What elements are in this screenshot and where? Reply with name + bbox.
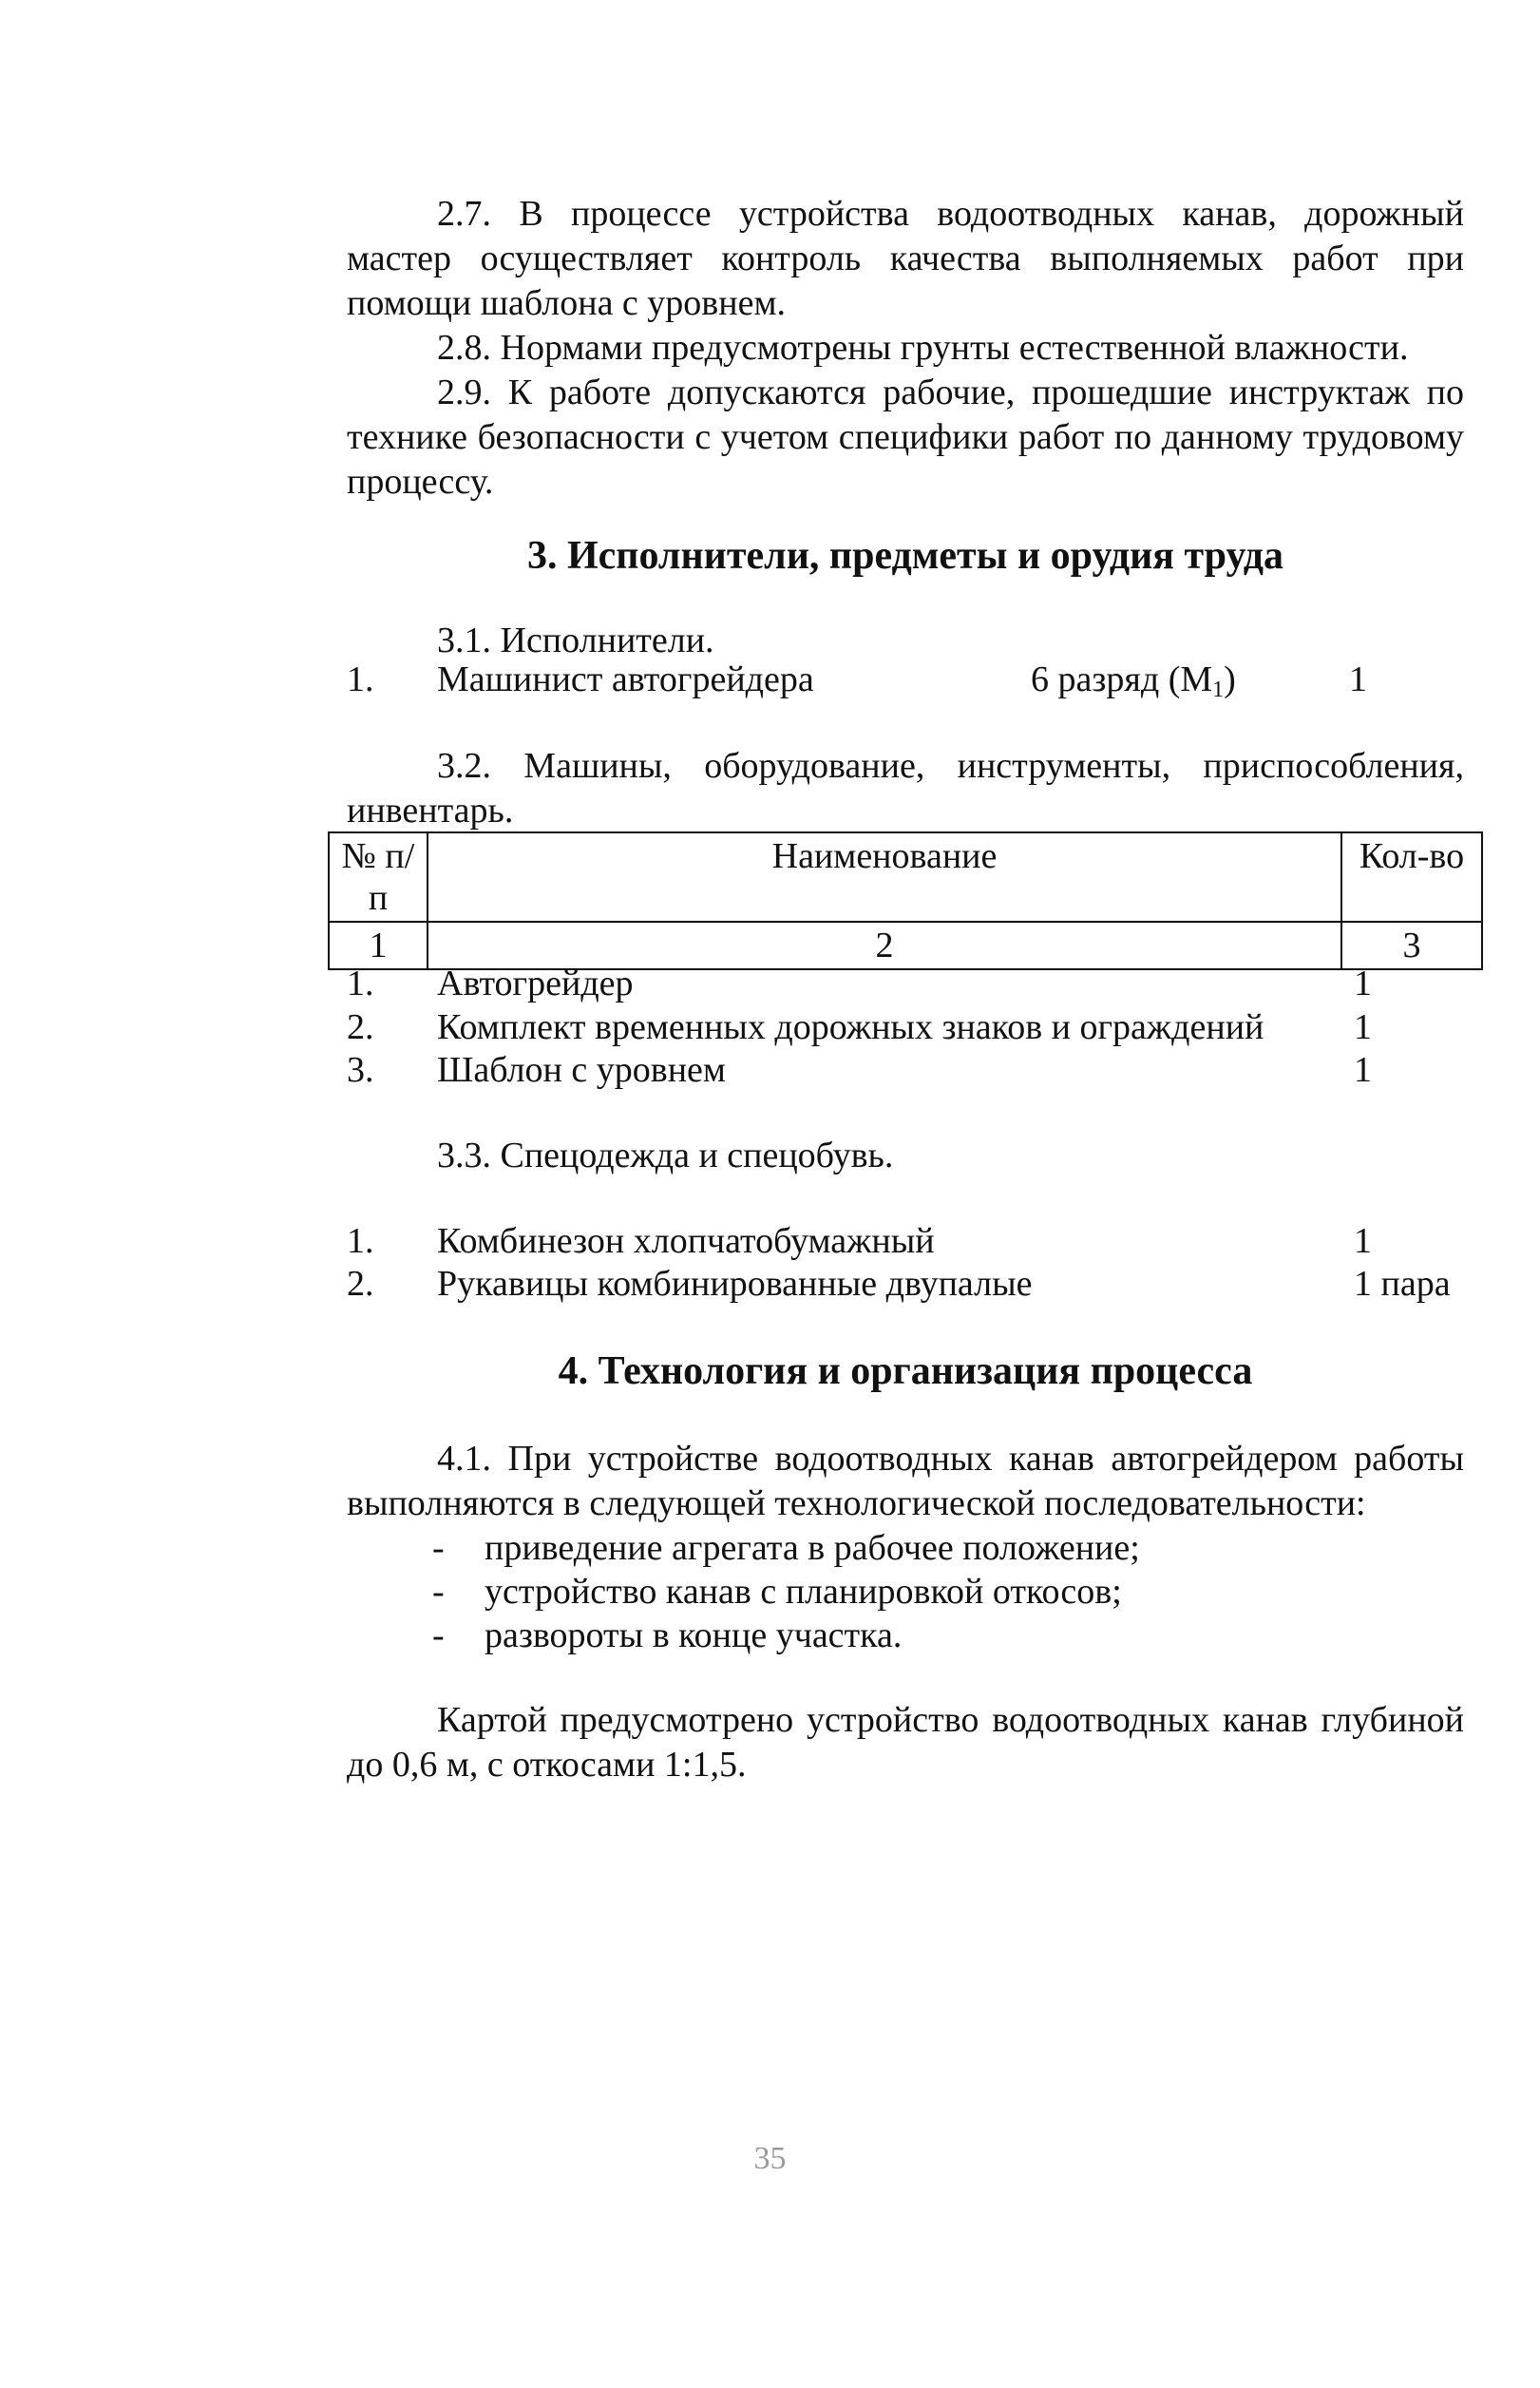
equipment-name: Шаблон с уровнем — [437, 1050, 726, 1090]
step-text: устройство канав с планировкой откосов; — [485, 1572, 1122, 1612]
section-4-title: 4. Технология и организация процесса — [558, 1349, 1253, 1393]
subsection-3-3: 3.3. Спецодежда и спецобувь. — [437, 1136, 894, 1175]
worker-rank-text: 6 разряд (М — [1031, 659, 1213, 699]
col-number-2: 2 — [428, 922, 1341, 969]
equipment-row — [347, 1005, 1464, 1050]
col-number-1: 1 — [329, 922, 428, 969]
step-dash: - — [432, 1528, 445, 1568]
clothing-row — [347, 1262, 1464, 1307]
equipment-qty: 1 — [1354, 964, 1372, 1003]
paragraph-2-8: 2.8. Нормами предусмотрены грунты естественной влажности. — [437, 328, 1409, 368]
equipment-num: 1. — [347, 964, 374, 1003]
col-number-3: 3 — [1341, 922, 1482, 969]
section-3-title: 3. Исполнители, предметы и орудия труда — [526, 534, 1284, 578]
clothing-qty: 1 — [1354, 1221, 1372, 1261]
equipment-name: Комплект временных дорожных знаков и ограждений — [437, 1007, 1264, 1047]
header-name: Наименование — [428, 832, 1341, 922]
equipment-qty: 1 — [1354, 1007, 1372, 1047]
equipment-row — [347, 1048, 1464, 1093]
subsection-3-2: 3.2. Машины, оборудование, инструменты, приспособления, инвентарь. — [347, 746, 1464, 831]
clothing-name: Рукавицы комбинированные двупалые — [437, 1264, 1033, 1304]
subsection-3-1: 3.1. Исполнители. — [437, 621, 714, 660]
worker-rank — [1031, 658, 1236, 713]
clothing-row — [347, 1219, 1464, 1264]
worker-name: Машинист автогрейдера — [437, 659, 814, 699]
step-dash: - — [432, 1572, 445, 1612]
equipment-name: Автогрейдер — [437, 964, 634, 1003]
table-header-row — [329, 832, 1482, 922]
paragraph-4-1: 4.1. При устройстве водоотводных канав автогрейдером работы выполняются в следующей технологической последовательности: — [347, 1439, 1464, 1523]
clothing-name: Комбинезон хлопчатобумажный — [437, 1221, 935, 1261]
step-text: развороты в конце участка. — [485, 1615, 903, 1655]
worker-rank-end: ) — [1224, 659, 1236, 699]
header-qty: Кол-во — [1341, 832, 1482, 922]
page-number: 35 — [753, 2141, 787, 2176]
paragraph-2-7: 2.7. В процессе устройства водоотводных канав, дорожный мастер осуществляет контроль качества выполняемых работ при помощи шаблона с уровнем. — [347, 194, 1464, 323]
worker-qty: 1 — [1349, 659, 1367, 699]
worker-row — [347, 658, 1464, 702]
step-text: приведение агрегата в рабочее положение; — [485, 1528, 1140, 1568]
equipment-table — [328, 831, 1483, 970]
clothing-num: 1. — [347, 1221, 374, 1261]
equipment-num: 3. — [347, 1050, 374, 1090]
header-num: № п/п — [329, 832, 428, 922]
final-paragraph: Картой предусмотрено устройство водоотводных канав глубиной до 0,6 м, с откосами 1:1,5. — [347, 1700, 1464, 1785]
worker-num: 1. — [347, 659, 374, 699]
step-dash: - — [432, 1615, 445, 1655]
clothing-qty: 1 пара — [1354, 1264, 1451, 1304]
clothing-num: 2. — [347, 1264, 374, 1304]
worker-rank-sub: 1 — [1212, 678, 1225, 702]
paragraph-2-9: 2.9. К работе допускаются рабочие, прошедшие инструктаж по технике безопасности с учетом специфики работ по данному трудовому процессу. — [347, 373, 1464, 502]
equipment-row — [347, 962, 1464, 1006]
equipment-num: 2. — [347, 1007, 374, 1047]
equipment-qty: 1 — [1354, 1050, 1372, 1090]
